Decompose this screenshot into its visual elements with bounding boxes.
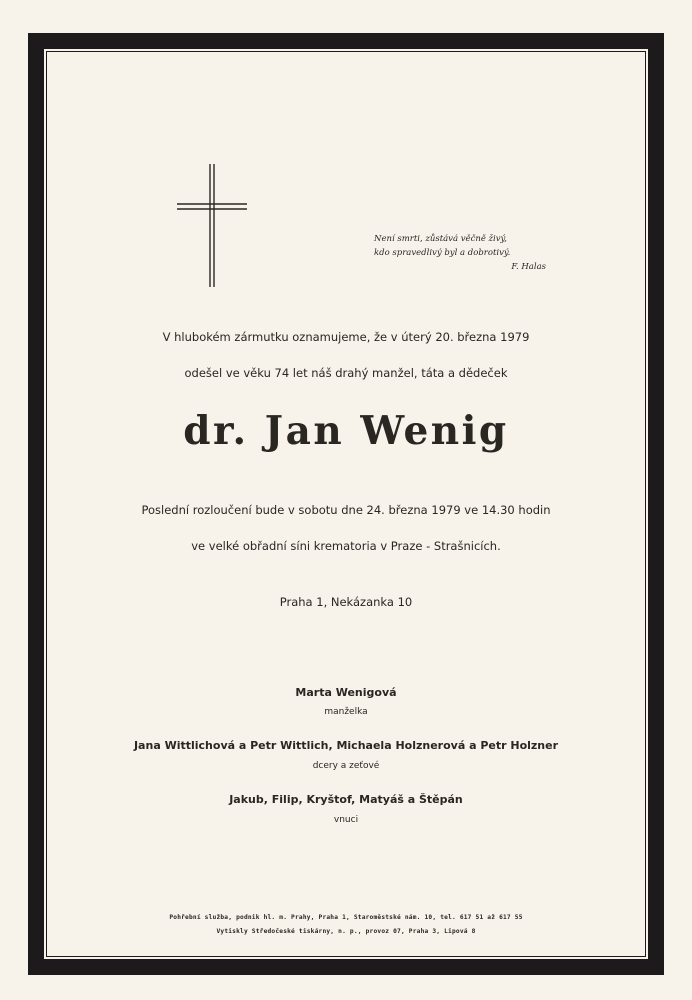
quote-block — [374, 232, 554, 274]
announcement-line-1: V hlubokém zármutku oznamujeme, že v úterý 20. března 1979 — [162, 330, 530, 344]
quote-author: F. Halas — [511, 262, 546, 272]
mourner-relation: dcery a zeťové — [312, 761, 380, 771]
announcement-line-2: odešel ve věku 74 let náš drahý manžel, táta a dědeček — [184, 366, 508, 380]
mourner-names: Jakub, Filip, Kryštof, Matyáš a Štěpán — [229, 793, 463, 806]
mourner-names: Marta Wenigová — [295, 686, 397, 699]
quote-line-2: kdo spravedlivý byl a dobrotivý. — [374, 248, 511, 258]
funeral-line-2: ve velké obřadní síni krematoria v Praze - Strašnicích. — [191, 539, 501, 553]
footer-line-1: Pohřební služba, podnik hl. m. Prahy, Praha 1, Staroměstské nám. 10, tel. 617 51 až 617 55 — [169, 914, 523, 921]
address: Praha 1, Nekázanka 10 — [279, 595, 413, 609]
deceased-name: dr. Jan Wenig — [183, 408, 509, 454]
quote-line-1: Není smrti, zůstává věčně živý, — [374, 234, 507, 244]
mourner-relation: vnuci — [333, 815, 359, 825]
footer-line-2: Vytiskly Středočeské tiskárny, n. p., provoz 07, Praha 3, Lipová 8 — [216, 928, 476, 935]
mourner-names: Jana Wittlichová a Petr Wittlich, Michaela Holznerová a Petr Holzner — [133, 739, 559, 752]
cross-icon — [176, 163, 248, 289]
funeral-line-1: Poslední rozloučení bude v sobotu dne 24. března 1979 ve 14.30 hodin — [141, 503, 551, 517]
mourner-relation: manželka — [324, 707, 368, 717]
